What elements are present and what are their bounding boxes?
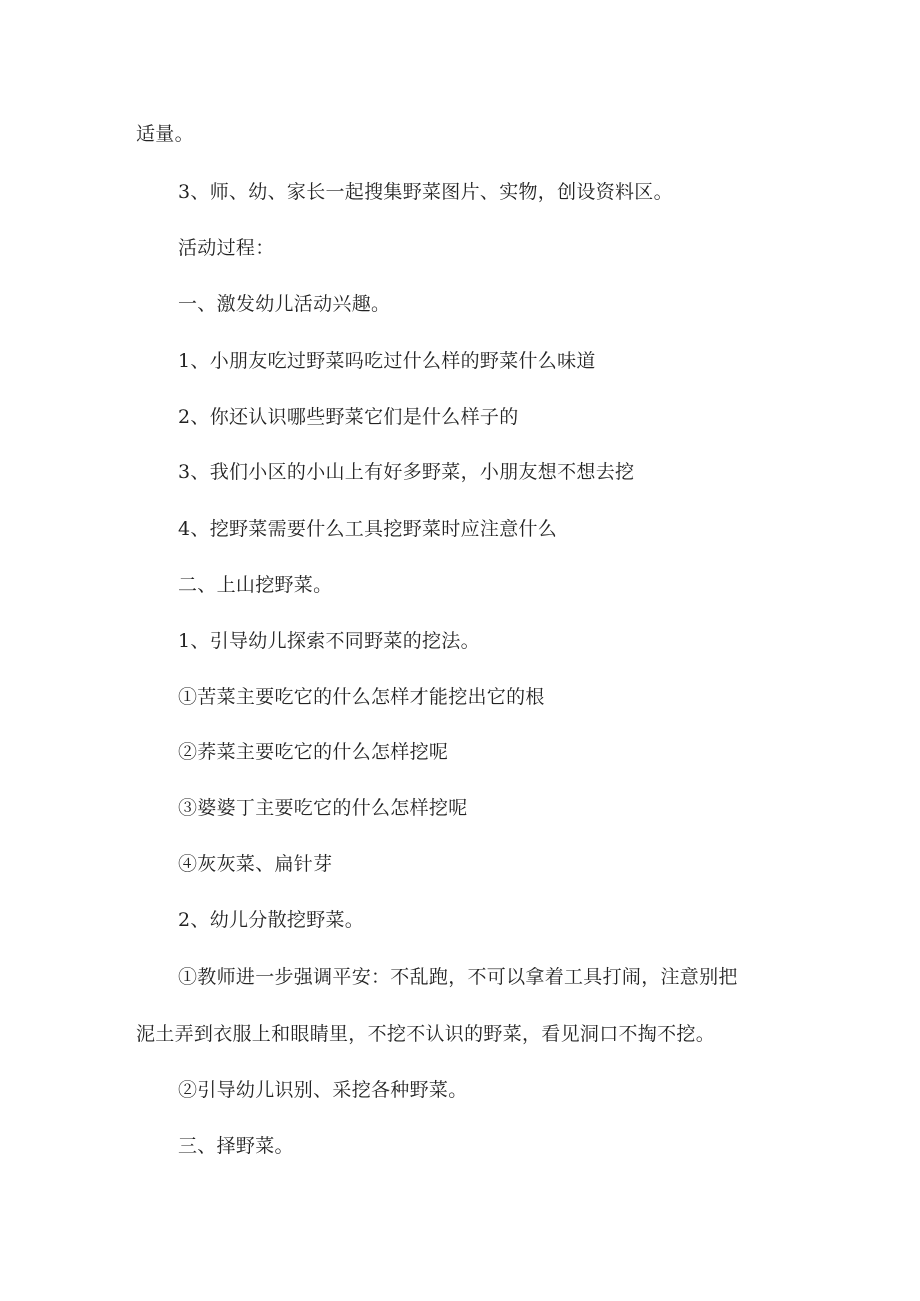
text-line-14: ④灰灰菜、扁针芽: [178, 853, 333, 875]
section-heading-1: 一、激发幼儿活动兴趣。: [178, 293, 391, 315]
text-line-10: 1、引导幼儿探索不同野菜的挖法。: [178, 630, 480, 652]
text-line-12: ②荞菜主要吃它的什么怎样挖呢: [178, 741, 449, 763]
text-line-17: 泥土弄到衣服上和眼睛里，不挖不认识的野菜，看见洞口不掏不挖。: [136, 1023, 716, 1045]
text-line-3: 活动过程：: [178, 237, 275, 259]
text-line-8: 4、挖野菜需要什么工具挖野菜时应注意什么: [178, 518, 558, 540]
text-line-5: 1、小朋友吃过野菜吗吃过什么样的野菜什么味道: [178, 350, 596, 372]
text-line-13: ③婆婆丁主要吃它的什么怎样挖呢: [178, 797, 468, 819]
text-line-18: ②引导幼儿识别、采挖各种野菜。: [178, 1079, 468, 1101]
text-line-2: 3、师、幼、家长一起搜集野菜图片、实物，创设资料区。: [178, 181, 673, 203]
section-heading-2: 二、上山挖野菜。: [178, 574, 333, 596]
section-heading-3: 三、择野菜。: [178, 1135, 294, 1157]
text-line-1: 适量。: [136, 123, 194, 145]
text-line-11: ①苦菜主要吃它的什么怎样才能挖出它的根: [178, 686, 545, 708]
text-line-16: ①教师进一步强调平安：不乱跑，不可以拿着工具打闹，注意别把: [178, 966, 738, 988]
text-line-7: 3、我们小区的小山上有好多野菜，小朋友想不想去挖: [178, 461, 635, 483]
text-line-6: 2、你还认识哪些野菜它们是什么样子的: [178, 406, 519, 428]
text-line-15: 2、幼儿分散挖野菜。: [178, 909, 365, 931]
